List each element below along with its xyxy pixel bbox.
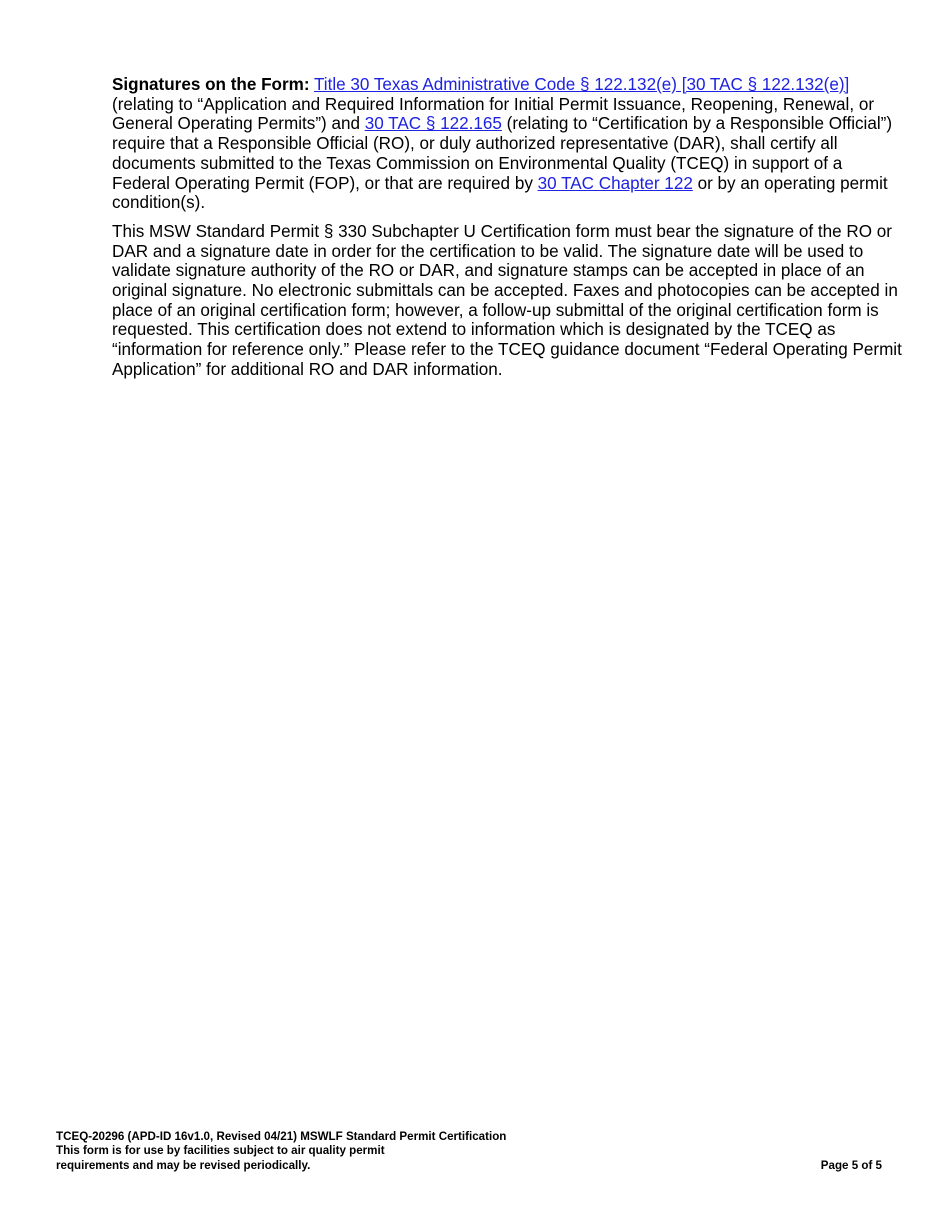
link-30-tac-122-165[interactable]: 30 TAC § 122.165 — [364, 114, 502, 134]
signatures-text-3: or by an operating permit condition(s). — [112, 173, 888, 213]
page-number: Page 5 of 5 — [820, 1158, 882, 1172]
footer-usage-note-2: requirements and may be revised periodically. — [56, 1158, 311, 1172]
link-30-tac-chapter-122[interactable]: 30 TAC Chapter 122 — [537, 173, 693, 193]
link-30-tac-122-132e[interactable]: Title 30 Texas Administrative Code § 122.132(e) [30 TAC § 122.132(e)] — [314, 75, 850, 94]
signatures-text-1: (relating to “Application and Required Information for Initial Permit Issuance, Reopening, Renewal, or General Operating Permits”) and — [112, 94, 875, 134]
signatures-text-2: (relating to “Certification by a Responsible Official”) require that a Responsible Official (RO), or duly authorized representative (DAR), shall certify all documents submitted to the Texas Commission on Environmental Quality (TCEQ) in support of a Federal Operating Permit (FOP), or that are required by — [112, 114, 893, 193]
signatures-paragraph — [112, 75, 902, 213]
certification-paragraph: This MSW Standard Permit § 330 Subchapter U Certification form must bear the signature of the RO or DAR and a signature date in order for the certification to be valid. The signature date will be used to validate signature authority of the RO or DAR, and signature stamps can be accepted in place of an original signature. No electronic submittals can be accepted. Faxes and photocopies can be accepted in place of an original certification form; however, a follow-up submittal of the original certification form is requested. This certification does not extend to information which is designated by the TCEQ as “information for reference only.” Please refer to the TCEQ guidance document “Federal Operating Permit Application” for additional RO and DAR information. — [112, 221, 902, 379]
page-footer — [56, 1130, 882, 1173]
signatures-heading: Signatures on the Form: — [112, 75, 310, 94]
footer-usage-note-1: This form is for use by facilities subject to air quality permit — [56, 1144, 385, 1158]
footer-form-id: TCEQ-20296 (APD-ID 16v1.0, Revised 04/21) MSWLF Standard Permit Certification — [56, 1130, 507, 1143]
document-body — [112, 75, 902, 389]
